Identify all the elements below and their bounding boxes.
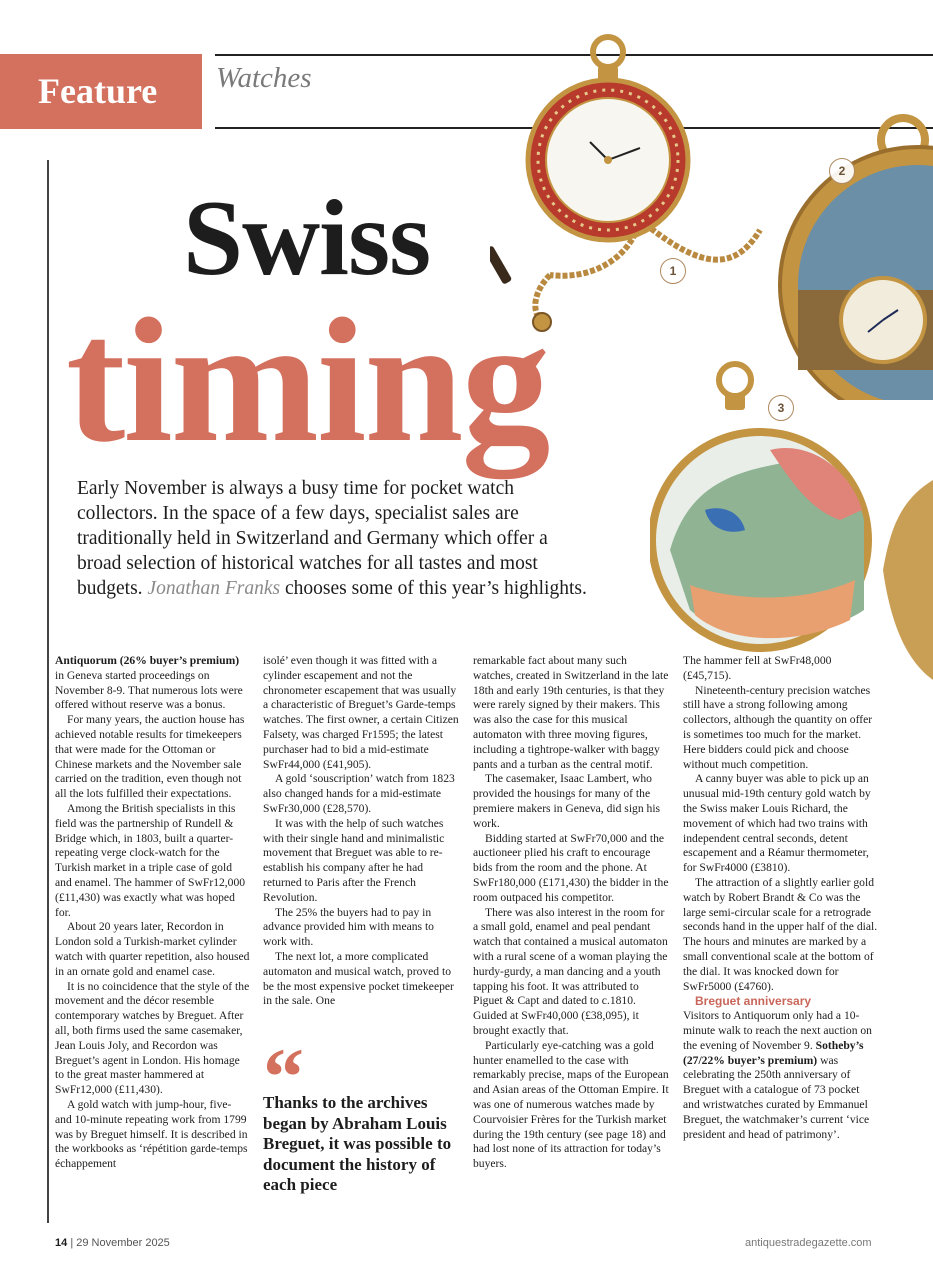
auction-house-name: Sotheby’s (27/22% buyer’s premium) <box>683 1038 864 1067</box>
paragraph <box>55 654 251 713</box>
section-label: Watches <box>216 62 312 94</box>
page-number: 14 <box>55 1237 68 1249</box>
paragraph: For many years, the auction house has achieved notable results for timekeepers that were made for the Ottoman or Chinese markets and the November sale carried on the tradition, even though not all the lots fulfilled their expectations. <box>55 713 245 801</box>
paragraph-text: Visitors to Antiquorum only had a 10-minute walk to reach the next auction on the evening of November 9. <box>683 1009 872 1052</box>
paragraph: About 20 years later, Recordon in London sold a Turkish-market cylinder watch with quarter repetition, also housed in an ornate gold and enamel case. <box>55 920 250 978</box>
issue-date: 29 November 2025 <box>76 1237 170 1249</box>
headline-line-1: Swiss <box>183 179 431 298</box>
paragraph: A gold ‘souscription’ watch from 1823 also changed hands for a mid-estimate SwFr30,000 (£28,570). <box>263 772 455 815</box>
body-column-2 <box>263 654 459 1009</box>
item-badge-1: 1 <box>660 258 686 284</box>
section-tab: Feature <box>0 54 202 129</box>
subheading: Breguet anniversary <box>695 994 812 1009</box>
auction-house-name: Antiquorum (26% buyer’s premium) <box>55 654 240 667</box>
paragraph: It was with the help of such watches with their single hand and minimalistic movement that Breguet was able to re-establish his company after he had returned to Paris after the French Revolution. <box>263 816 445 904</box>
paragraph: A canny buyer was able to pick up an unusual mid-19th century gold watch by the Swiss maker Louis Richard, the movement of which had two trains with independent central seconds, detent escapement and a Réamur thermometer, for SwFr4000 (£3810). <box>683 772 871 875</box>
paragraph <box>683 1009 879 1142</box>
item-badge-3: 3 <box>768 395 794 421</box>
footer-website: antiquestradegazette.com <box>745 1237 872 1249</box>
paragraph: The casemaker, Isaac Lambert, who provided the housings for many of the premiere makers in Geneva, did sign his work. <box>473 772 661 830</box>
byline-author: Jonathan Franks <box>147 578 281 599</box>
paragraph: remarkable fact about many such watches, created in Switzerland in the late 18th and early 19th centuries, is that they were rarely signed by their makers. This was also the case for this musical automaton with three moving figures, including a tightrope-walker with baggy pants and a turban as the central motif. <box>473 654 669 771</box>
footer-folio <box>55 1237 170 1249</box>
left-margin-rule <box>47 160 49 1223</box>
watch-2-illustration <box>778 110 933 400</box>
paragraph: Nineteenth-century precision watches still have a strong following among collectors, although the quantity on offer is sometimes too much for the market. Here bidders could pick and choose without much competition. <box>683 683 873 771</box>
body-column-1 <box>55 654 251 1172</box>
paragraph-text: was celebrating the 250th anniversary of Breguet with a catalogue of 73 pocket and wristwatches curated by Emmanuel Breguet, the watchmaker’s current ‘vice president and head of patrimony’. <box>683 1053 870 1141</box>
paragraph: The attraction of a slightly earlier gold watch by Robert Brandt & Co was the large semi-circular scale for a retrograde seconds hand in the upper half of the dial. The hours and minutes are marked by a small conventional scale at the bottom of the dial. It was knocked down for SwFr5000 (£4760). <box>683 875 878 993</box>
standfirst-end: chooses some of this year’s highlights. <box>285 578 587 599</box>
paragraph: Particularly eye-catching was a gold hunter enamelled to the case with remarkably precise, maps of the European and Asian areas of the Ottoman Empire. It was one of numerous watches made by Courvoisier Frères for the Turkish market during the 19th century (see page 18) and had lost none of its attraction for today’s buyers. <box>473 1038 669 1171</box>
paragraph: A gold watch with jump-hour, five- and 10-minute repeating work from 1799 was by Breguet himself. It is described in the workbooks as ‘répétition garde-temps échappement <box>55 1097 248 1171</box>
headline-line-2: timing <box>66 281 549 479</box>
paragraph: There was also interest in the room for a small gold, enamel and peal pendant watch that contained a musical automaton with a rural scene of a woman playing the hurdy-gurdy, a man dancing and a youth tapping his foot. It was attributed to Piguet & Capt and dated to c.1810. Guided at SwFr40,000 (£38,095), it brought exactly that. <box>473 905 668 1037</box>
paragraph: The hammer fell at SwFr48,000 (£45,715). <box>683 654 832 682</box>
pull-quote: Thanks to the archives began by Abraham Louis Breguet, it was possible to document the history of each piece <box>263 1093 452 1194</box>
paragraph: Among the British specialists in this field was the partnership of Rundell & Bridge which, in 1803, built a quarter-repeating verge clock-watch for the Turkish market in a triple case of gold and enamel. The hammer of SwFr12,000 (£11,430) was exactly what was hoped for. <box>55 801 246 919</box>
paragraph: Bidding started at SwFr70,000 and the auctioneer plied his craft to encourage bids from the room and the phone. At SwFr180,000 (£171,430) the bidder in the room outpaced his competitor. <box>473 831 669 904</box>
item-badge-2: 2 <box>829 158 855 184</box>
body-column-4 <box>683 654 879 1142</box>
paragraph: The 25% the buyers had to pay in advance provided him with means to work with. <box>263 905 434 949</box>
paragraph: The next lot, a more complicated automaton and musical watch, proved to be the most expensive pocket timekeeper in the sale. One <box>263 949 454 1008</box>
paragraph: isolé’ even though it was fitted with a cylinder escapement and not the chronometer escapement that was usually a characteristic of Breguet’s Garde-temps watches. The first owner, a certain Citizen Falsety, was charged Fr1595; the latest purchaser had to bid a mid-estimate SwFr44,000 (£41,905). <box>263 654 459 771</box>
body-column-3 <box>473 654 669 1172</box>
standfirst-text: Early November is always a busy time for pocket watch collectors. In the space of a few days, specialist sales are traditionally held in Switzerland and Germany which offer a broad selection of historical watches for all tastes and most budgets. <box>77 478 548 599</box>
paragraph-text: in Geneva started proceedings on November 8-9. That numerous lots were offered without reserve was a bonus. <box>55 668 243 712</box>
standfirst <box>77 476 597 601</box>
quote-mark-icon: “ <box>263 1031 304 1122</box>
paragraph: It is no coincidence that the style of the movement and the décor resemble contemporary watches by Breguet. After all, both firms used the same casemaker, Jean Louis Joly, and Recordon was Breguet’s agent in London. His homage to the great master hammered at SwFr12,000 (£11,430). <box>55 979 250 1097</box>
folio-separator: | <box>70 1237 77 1249</box>
